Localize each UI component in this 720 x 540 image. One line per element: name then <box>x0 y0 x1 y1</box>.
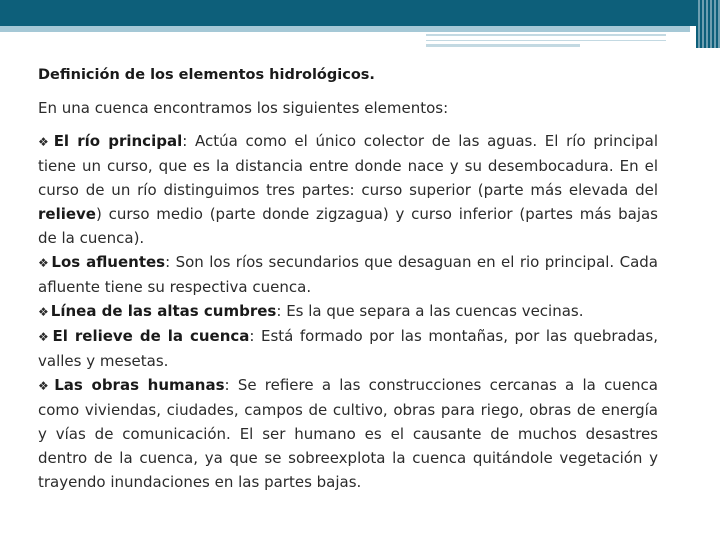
diamond-bullet-icon: ❖ <box>38 330 51 344</box>
header-rule-thin <box>426 34 666 36</box>
item-text: Es la que separa a las cuencas vecinas. <box>281 302 584 320</box>
item-text: Está formado por las montañas, por las quebradas, valles y mesetas. <box>38 327 658 370</box>
list-item-altas-cumbres <box>38 299 658 324</box>
intro-text: En una cuenca encontramos los siguientes elementos: <box>38 99 449 117</box>
slide-title: Definición de los elementos hidrológicos. <box>38 67 375 83</box>
item-text: Se refiere a las construcciones cercanas a la cuenca como viviendas, ciudades, campos de cultivo, obras para riego, obras de energía y vías de comunicación. El ser humano es el causante de muchos desastres dentro de la cuenca, ya que se sobreexplota la cuenca quitándole vegetación y trayendo inundaciones en las partes bajas. <box>38 376 658 491</box>
item-text: Son los ríos secundarios que desaguan en el rio principal. Cada afluente tiene su respectiva cuenca. <box>38 253 658 296</box>
item-term: Las obras humanas <box>54 376 225 394</box>
item-term: El relieve de la cuenca <box>52 327 250 345</box>
item-term: El río principal <box>53 132 183 150</box>
list-item-afluentes <box>38 250 658 299</box>
header-band <box>0 0 720 26</box>
item-text: Actúa como el único colector de las aguas. El río principal tiene un curso, que es la distancia entre donde nace y su desembocadura. En el curso de un río distinguimos tres partes: curso superior (parte más elevada del <box>38 132 658 199</box>
list-item-relieve <box>38 324 658 373</box>
diamond-bullet-icon: ❖ <box>38 256 50 270</box>
diamond-bullet-icon: ❖ <box>38 135 52 149</box>
diamond-bullet-icon: ❖ <box>38 305 49 319</box>
list-item-obras-humanas <box>38 373 658 494</box>
item-text: ) curso medio (parte donde zigzagua) y curso inferior (partes más bajas de la cuenca). <box>38 205 658 247</box>
item-separator: : <box>276 302 282 320</box>
item-term: Línea de las altas cumbres <box>50 302 277 320</box>
header-rule-thin <box>426 40 666 41</box>
header-rule-short <box>426 44 580 47</box>
header-stripes <box>696 0 720 48</box>
item-separator: : <box>249 327 255 345</box>
item-bold-word: relieve <box>38 205 96 223</box>
slide-content <box>38 63 658 494</box>
header-rule <box>0 26 690 32</box>
list-item-rio-principal <box>38 129 658 250</box>
item-separator: : <box>224 376 230 394</box>
diamond-bullet-icon: ❖ <box>38 379 53 393</box>
item-separator: : <box>165 253 171 271</box>
item-term: Los afluentes <box>51 253 166 271</box>
item-separator: : <box>182 132 188 150</box>
